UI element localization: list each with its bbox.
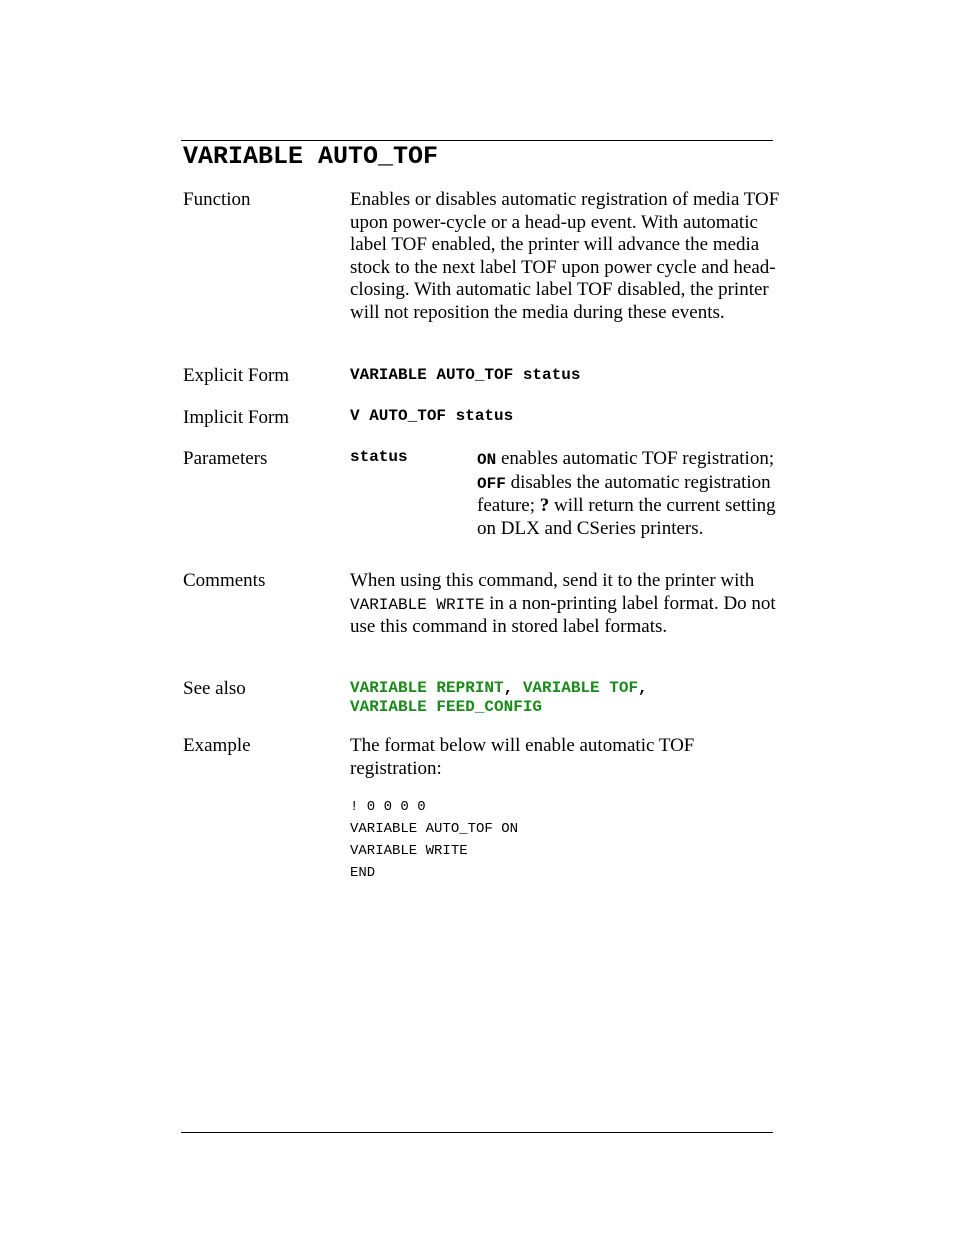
example-text: The format below will enable automatic TOF registration: — [350, 735, 695, 779]
see-also-sep-1: , — [503, 679, 523, 697]
link-variable-feed-config[interactable]: VARIABLE FEED_CONFIG — [350, 698, 543, 716]
explicit-form-syntax: VARIABLE AUTO_TOF status — [350, 366, 581, 384]
comments-post: in a non-printing label format. Do not use this command in stored label formats. — [350, 592, 776, 637]
function-label: Function — [183, 189, 251, 210]
see-also-line-2 — [350, 698, 542, 717]
parameter-description — [477, 448, 789, 540]
off-keyword: OFF — [477, 474, 506, 493]
comments-code: VARIABLE WRITE — [350, 595, 485, 614]
implicit-form-syntax: V AUTO_TOF status — [350, 407, 514, 425]
top-rule — [181, 140, 773, 141]
on-keyword: ON — [477, 451, 497, 469]
example-label: Example — [183, 735, 251, 756]
code-line: VARIABLE AUTO_TOF ON — [350, 821, 519, 837]
parameter-name: status — [350, 448, 408, 466]
see-also-line-1 — [350, 679, 648, 698]
example-code-block — [350, 796, 518, 884]
comments-pre: When using this command, send it to the printer with — [350, 570, 755, 591]
link-variable-tof[interactable]: VARIABLE TOF — [522, 679, 639, 697]
page-title: VARIABLE AUTO_TOF — [183, 142, 439, 171]
bottom-rule — [181, 1132, 773, 1133]
code-line: VARIABLE WRITE — [350, 843, 468, 859]
code-line: END — [350, 865, 376, 881]
implicit-form-label: Implicit Form — [183, 407, 290, 428]
link-variable-reprint[interactable]: VARIABLE REPRINT — [350, 679, 504, 697]
param-text-3: will return the current setting on DLX and CSeries printers. — [477, 495, 776, 539]
comments-text — [350, 570, 790, 639]
see-also-label: See also — [183, 678, 246, 699]
see-also-sep-2: , — [638, 679, 648, 697]
code-line: ! 0 0 0 0 — [350, 799, 426, 815]
explicit-form-label: Explicit Form — [183, 365, 290, 386]
query-keyword: ? — [539, 495, 550, 516]
param-text-2: disables the automatic registration feature; — [477, 471, 771, 516]
comments-label: Comments — [183, 570, 266, 591]
parameters-label: Parameters — [183, 448, 268, 469]
function-description: Enables or disables automatic registration of media TOF upon power-cycle or a head-up event. With automatic label TOF enabled, the printer will advance the media stock to the next label TOF upon power cycle and head-closing. With automatic label TOF disabled, the printer will not reposition the media during these events. — [350, 189, 780, 323]
param-text-1: enables automatic TOF registration; — [496, 448, 775, 469]
